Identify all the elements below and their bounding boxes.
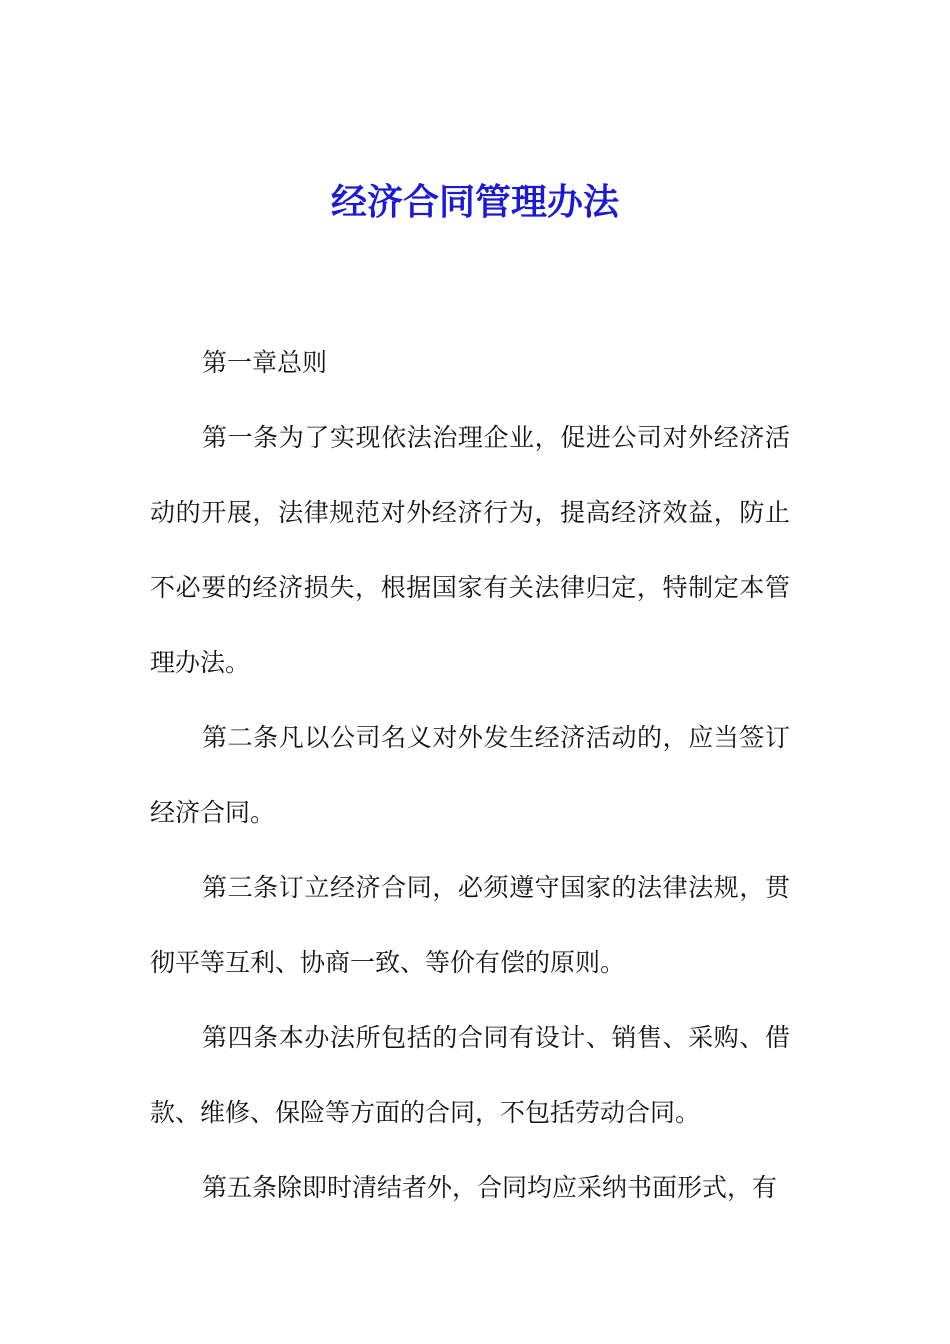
article-2: 第二条凡以公司名义对外发生经济活动的，应当签订经济合同。 [150,723,790,827]
document-title: 经济合同管理办法 [330,181,619,223]
article-5: 第五条除即时清结者外，合同均应采纳书面形式，有 [202,1173,778,1202]
article-3: 第三条订立经济合同，必须遵守国家的法律法规，贯彻平等互利、协商一致、等价有偿的原则。 [150,873,790,977]
article-1: 第一条为了实现依法治理企业，促进公司对外经济活动的开展，法律规范对外经济行为，提高经济效益，防止不必要的经济损失，根据国家有关法律归定，特制定本管理办法。 [150,423,790,677]
chapter-heading: 第一章总则 [202,348,328,377]
document-body [150,325,790,1225]
article-4: 第四条本办法所包括的合同有设计、销售、采购、借款、维修、保险等方面的合同，不包括劳动合同。 [150,1023,790,1127]
